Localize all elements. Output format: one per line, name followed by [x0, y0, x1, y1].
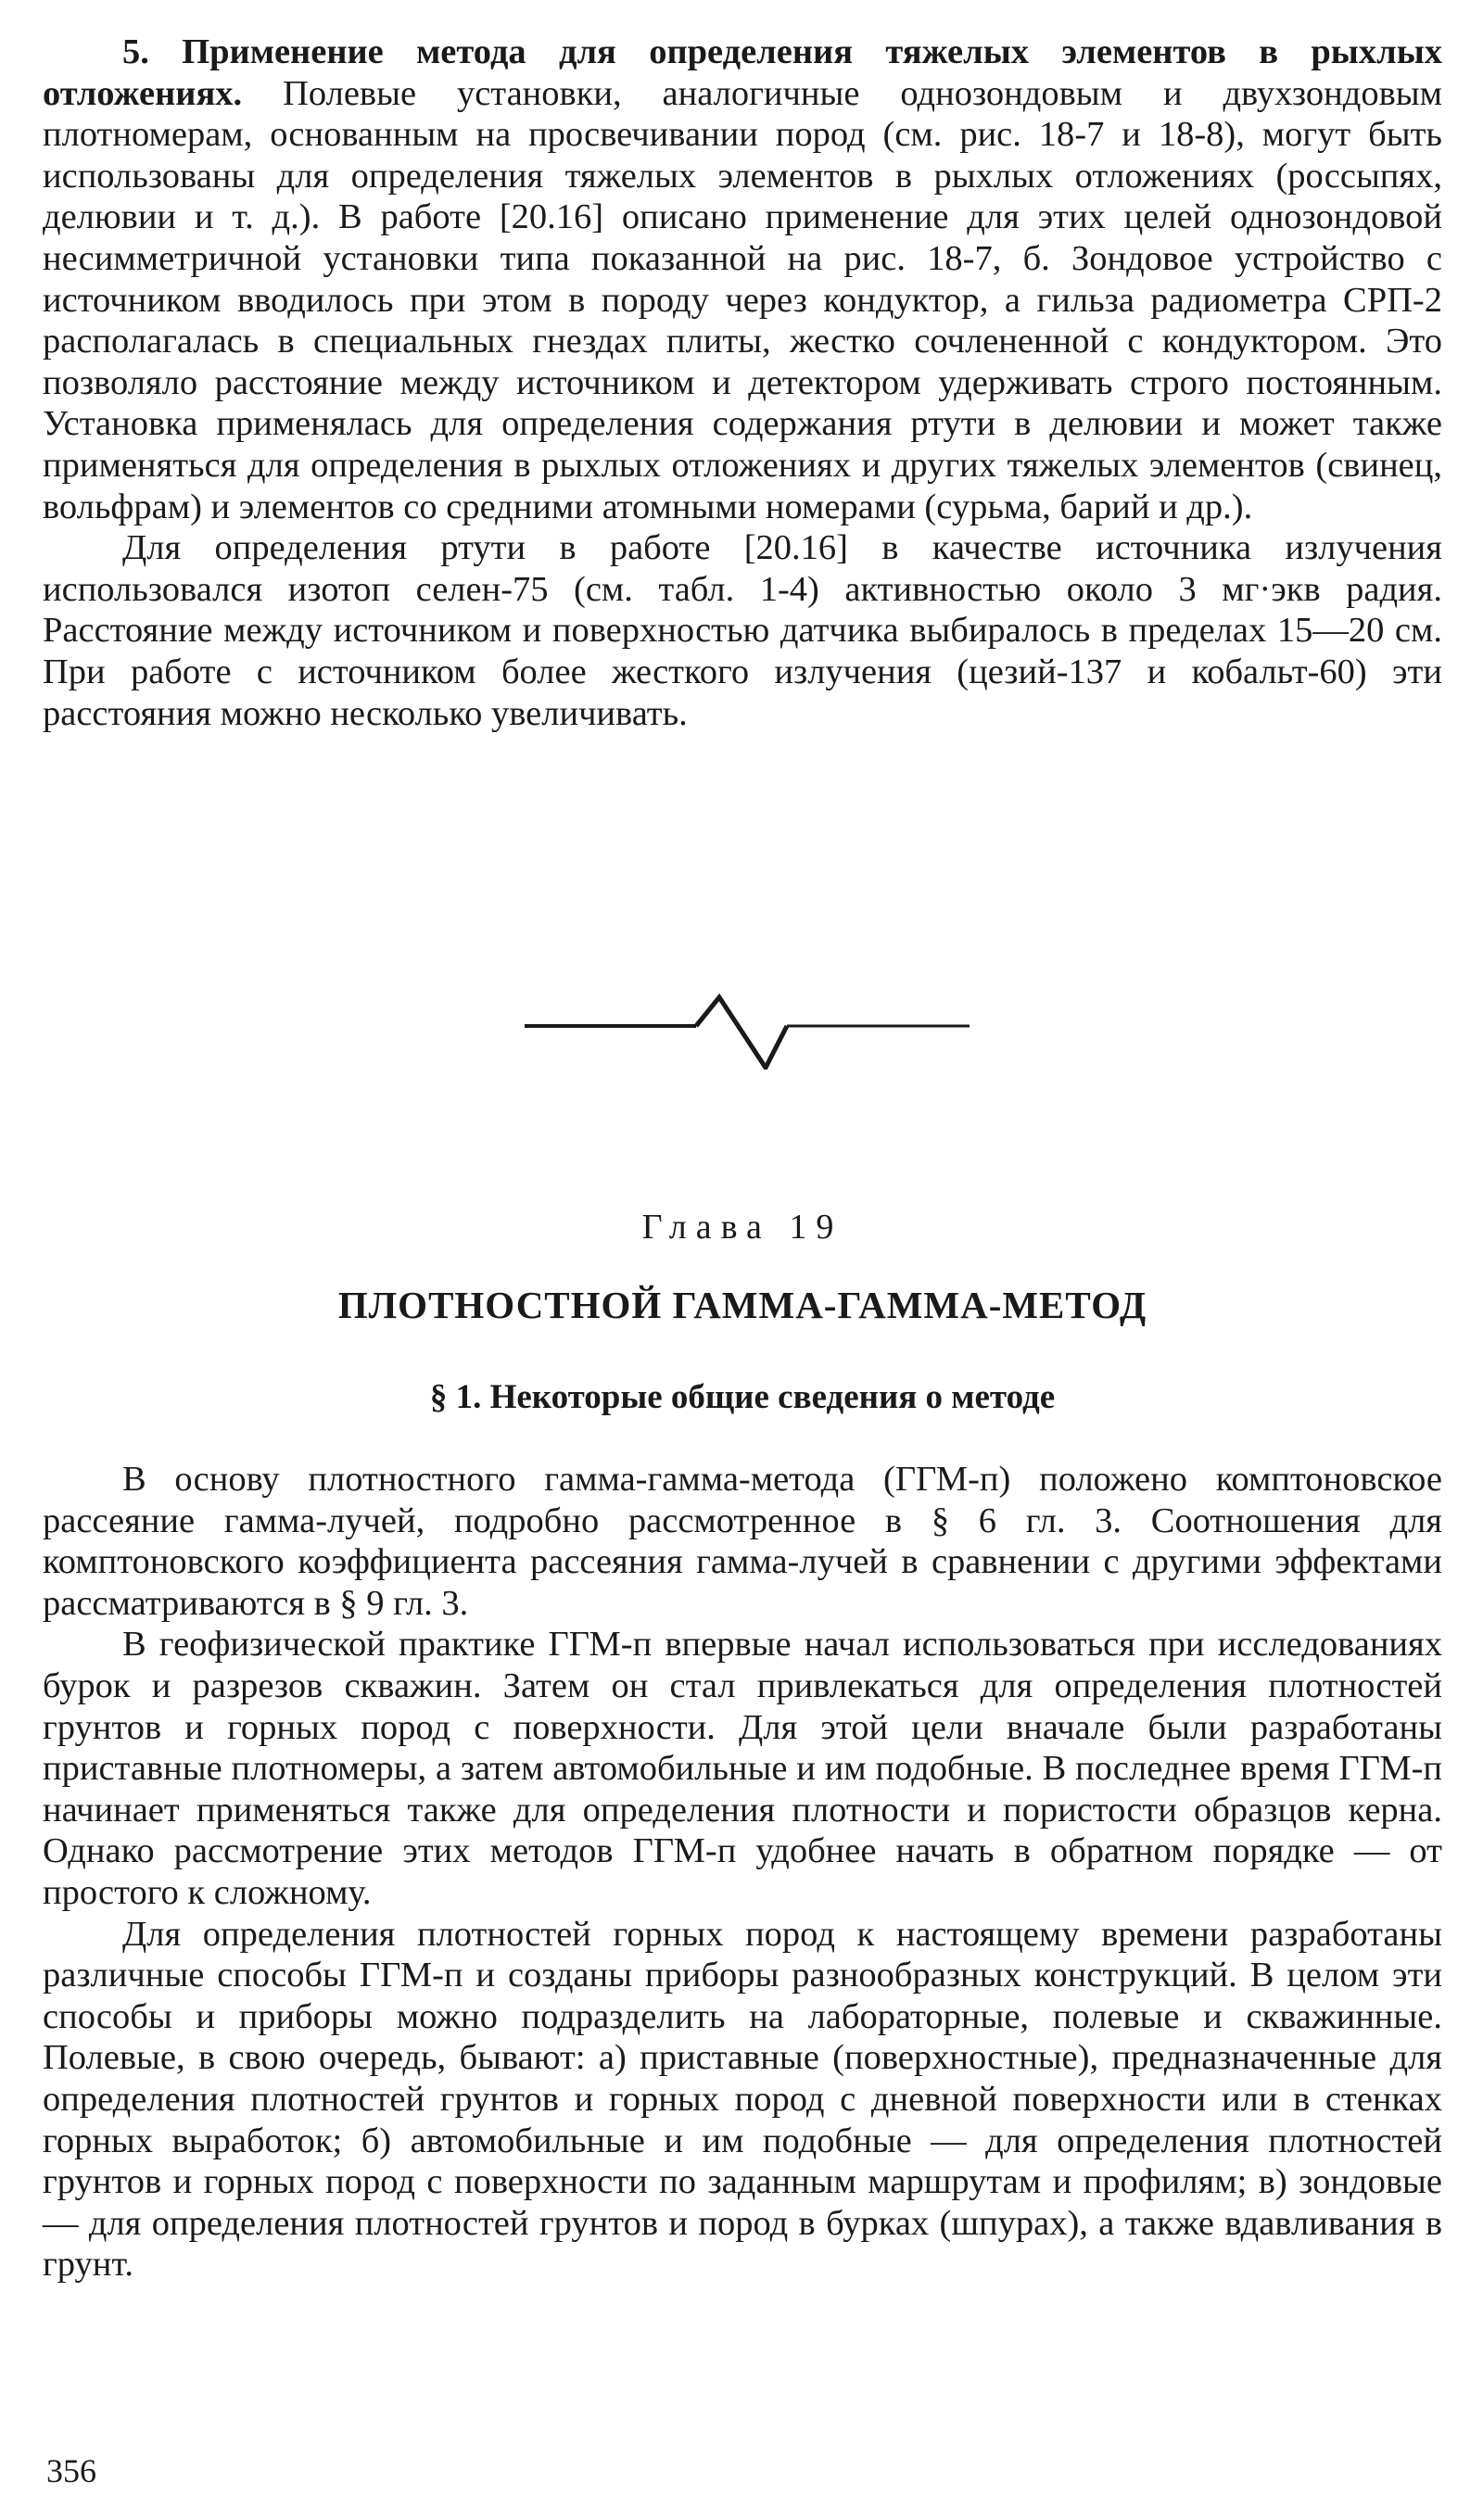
paragraph-heavy-elements	[43, 32, 1442, 527]
chapter-title: ПЛОТНОСТНОЙ ГАММА-ГАММА-МЕТОД	[337, 1284, 1147, 1326]
paragraph-lead-heading: 5. Применение метода для определения тяжелых элементов в рыхлых отложениях.	[43, 32, 1442, 113]
chapter-label: Глава 19	[641, 1208, 843, 1247]
page-number: 356	[46, 2452, 96, 2489]
paragraph-mercury	[43, 527, 1442, 734]
paragraph-geophysical-practice: В геофизической практике ГГМ-п впервые начал использоваться при исследованиях бурок и разрезов скважин. Затем он стал привлекаться для определения плотностей грунтов и горных пород с поверхности. Для этой цели вначале были разработаны приставные плотномеры, а затем автомобильные и им подобные. В последнее время ГГМ-п начинает применяться также для определения плотности и пористости образцов керна. Однако рассмотрение этих методов ГГМ-п удобнее начать в обратном порядке — от простого к сложному.	[43, 1625, 1442, 1912]
paragraph-body: Для определения ртути в работе [20.16] в качестве источника излучения использовался изотоп селен-75 (см. табл. 1-4) активностью около 3 мг·экв радия. Расстояние между источником и поверхностью датчика выбиралось в пределах 15—20 см. При работе с источником более жесткого излучения (цезий-137 и кобальт-60) эти расстояния можно несколько увеличивать.	[43, 528, 1442, 733]
top-text-block	[43, 32, 1442, 734]
paragraph-compton-basis: В основу плотностного гамма-гамма-метода (ГГМ-п) положено комптоновское рассеяние гамма-лучей, подробно рассмотренное в § 6 гл. 3. Соотношения для комптоновского коэффициента рассеяния гамма-лучей в сравнении с другими эффектами рассматриваются в § 9 гл. 3.	[43, 1460, 1442, 1623]
paragraph-method-classification: Для определения плотностей горных пород к настоящему времени разработаны различные способы ГГМ-п и созданы приборы разнообразных конструкций. В целом эти способы и приборы можно подразделить на лабораторные, полевые и скважинные. Полевые, в свою очередь, бывают: а) приставные (поверхностные), предназначенные для определения плотностей грунтов и горных пород с дневной поверхности или в стенках горных выработок; б) автомобильные и им подобные — для определения плотностей грунтов и горных пород с поверхности по заданным маршрутам и профилям; в) зондовые — для определения плотностей грунтов и пород в бурках (шпурах), а также вдавливания в грунт.	[43, 1914, 1442, 2285]
paragraph-body: Полевые установки, аналогичные однозондовым и двухзондовым плотномерам, основанным на просвечивании пород (см. рис. 18-7 и 18-8), могут быть использованы для определения тяжелых элементов в рыхлых отложениях (россыпях, делювии и т. д.). В работе [20.16] описано применение для этих целей однозондовой несимметричной установки типа показанной на рис. 18-7, б. Зондовое устройство с источником вводилось при этом в породу через кондуктор, а гильза радиометра СРП-2 располагалась в специальных гнездах плиты, жестко сочлененной с кондуктором. Это позволяло расстояние между источником и детектором удерживать строго постоянным. Установка применялась для определения содержания ртути в делювии и может также применяться для определения в рыхлых отложениях и других тяжелых элементов (свинец, вольфрам) и элементов со средними атомными номерами (сурьма, барий и др.).	[43, 73, 1442, 526]
section-title: § 1. Некоторые общие сведения о методе	[429, 1378, 1056, 1416]
bottom-text-block	[43, 1459, 1442, 2286]
document-page	[43, 32, 1442, 2285]
section-divider-ornament	[43, 958, 1442, 1070]
